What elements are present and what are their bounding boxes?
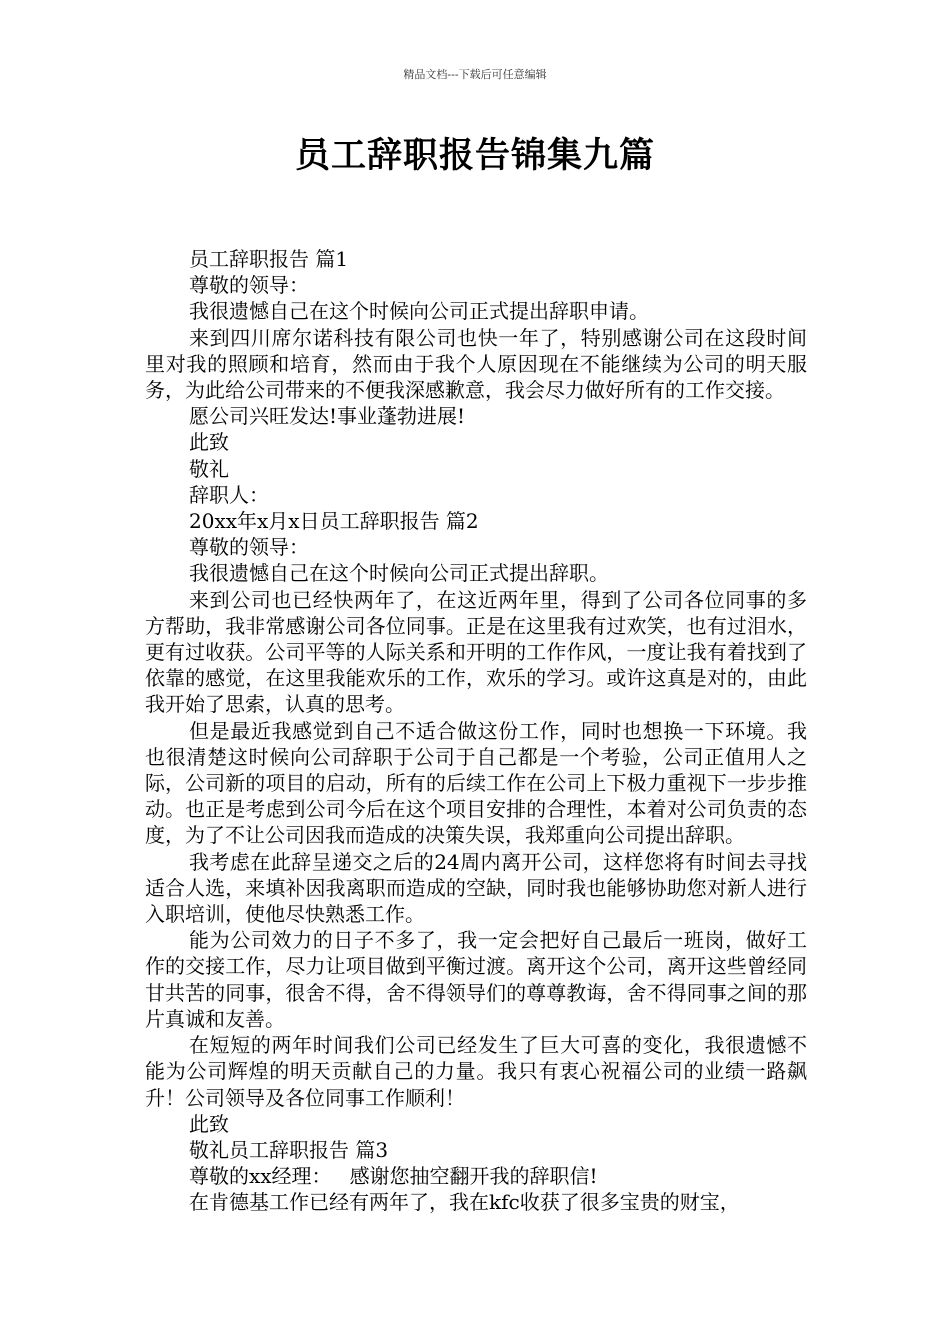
paragraph: 我很遗憾自己在这个时候向公司正式提出辞职。 xyxy=(189,561,609,586)
document-body xyxy=(145,246,807,1216)
signature-line: 辞职人： xyxy=(189,482,269,507)
salutation-line xyxy=(145,1163,807,1189)
paragraph: 我考虑在此辞呈递交之后的24周内离开公司，这样您将有时间去寻找适合人选，来填补因我离职而造成的空缺，同时我也能够协助您对新人进行入职培训，使他尽快熟悉工作。 xyxy=(145,849,807,927)
header-note: 精品文档---下载后可任意编辑 xyxy=(403,68,547,81)
paragraph: 我很遗憾自己在这个时候向公司正式提出辞职申请。 xyxy=(189,299,649,324)
paragraph-start: 感谢您抽空翻开我的辞职信! xyxy=(349,1164,598,1189)
closing: 敬礼 xyxy=(189,456,229,481)
salutation: 尊敬的领导： xyxy=(189,535,309,560)
paragraph: 来到四川席尔诺科技有限公司也快一年了，特别感谢公司在这段时间里对我的照顾和培育，然而由于我个人原因现在不能继续为公司的明天服务，为此给公司带来的不便我深感歉意，我会尽力做好所有的工作交接。 xyxy=(145,325,807,403)
paragraph: 在肯德基工作已经有两年了，我在kfc收获了很多宝贵的财宝， xyxy=(189,1190,740,1215)
salutation: 尊敬的领导： xyxy=(189,273,309,298)
paragraph: 来到公司也已经快两年了，在这近两年里，得到了公司各位同事的多方帮助，我非常感谢公司各位同事。正是在这里我有过欢笑，也有过泪水，更有过收获。公司平等的人际关系和开明的工作作风，一度让我有着找到了依靠的感觉，在这里我能欢乐的工作，欢乐的学习。或许这真是对的，由此我开始了思索，认真的思考。 xyxy=(145,587,807,717)
closing: 此致 xyxy=(189,430,229,455)
section-heading-1: 员工辞职报告 篇1 xyxy=(189,247,349,271)
closing-and-heading-3: 敬礼员工辞职报告 篇3 xyxy=(189,1137,389,1162)
paragraph: 在短短的两年时间我们公司已经发生了巨大可喜的变化，我很遗憾不能为公司辉煌的明天贡献自己的力量。我只有衷心祝福公司的业绩一路飙升！公司领导及各位同事工作顺利！ xyxy=(145,1033,807,1110)
date-and-heading-2: 20xx年x月x日员工辞职报告 篇2 xyxy=(189,509,479,534)
closing: 此致 xyxy=(189,1111,229,1136)
salutation: 尊敬的xx经理： xyxy=(189,1164,332,1189)
document-title: 员工辞职报告锦集九篇 xyxy=(294,135,655,176)
paragraph: 但是最近我感觉到自己不适合做这份工作，同时也想换一下环境。我也很清楚这时候向公司辞职于公司于自己都是一个考验，公司正值用人之际，公司新的项目的启动，所有的后续工作在公司上下极力重视下一步步推动。也正是考虑到公司今后在这个项目安排的合理性，本着对公司负责的态度，为了不让公司因我而造成的决策失误，我郑重向公司提出辞职。 xyxy=(145,718,807,848)
paragraph: 能为公司效力的日子不多了，我一定会把好自己最后一班岗，做好工作的交接工作，尽力让项目做到平衡过渡。离开这个公司，离开这些曾经同甘共苦的同事，很舍不得，舍不得领导们的尊尊教诲，舍不得同事之间的那片真诚和友善。 xyxy=(145,928,807,1031)
paragraph: 愿公司兴旺发达!事业蓬勃进展! xyxy=(189,404,466,429)
